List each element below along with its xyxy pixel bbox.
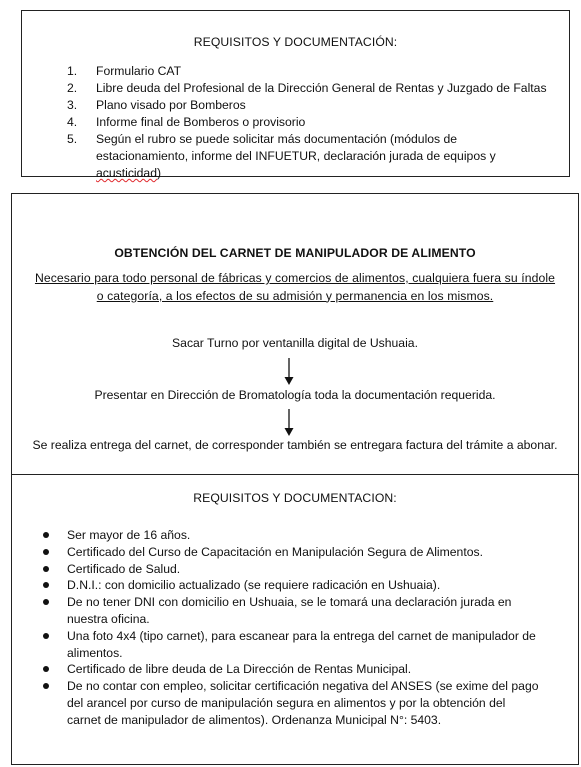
down-arrow-icon bbox=[282, 358, 296, 386]
list-item: Certificado de libre deuda de La Dirección de Rentas Municipal. bbox=[12, 661, 539, 678]
down-arrow-icon bbox=[282, 409, 296, 437]
list-item: 2. Libre deuda del Profesional de la Dirección General de Rentas y Juzgado de Faltas bbox=[67, 81, 547, 95]
carnet-process-box bbox=[11, 193, 579, 475]
list-item: Certificado del Curso de Capacitación en Manipulación Segura de Alimentos. bbox=[12, 544, 539, 561]
requirements-list bbox=[22, 63, 551, 182]
list-item: 5. Según el rubro se puede solicitar más documentación (módulos de estacionamiento, informe del INFUETUR, declaración jurada de equipos y acusticidad) bbox=[67, 132, 496, 180]
bullet-icon bbox=[43, 683, 49, 689]
list-item: 4. Informe final de Bomberos o provisorio bbox=[67, 115, 306, 129]
requirements-box-carnet bbox=[11, 474, 579, 765]
list-item: 3. Plano visado por Bomberos bbox=[67, 98, 246, 112]
step-2: Presentar en Dirección de Bromatología toda la documentación requerida. bbox=[94, 388, 496, 402]
step-3: Se realiza entrega del carnet, de corresponder también se entregara factura del trámite a abonar. bbox=[32, 438, 558, 452]
section-title: OBTENCIÓN DEL CARNET DE MANIPULADOR DE ALIMENTO bbox=[114, 246, 476, 260]
bullet-icon bbox=[43, 566, 49, 572]
bullet-icon bbox=[43, 666, 49, 672]
bullet-icon bbox=[43, 633, 49, 639]
list-item: D.N.I.: con domicilio actualizado (se requiere radicación en Ushuaia). bbox=[12, 577, 539, 594]
list-item: Certificado de Salud. bbox=[12, 561, 539, 578]
bullet-icon bbox=[43, 532, 49, 538]
section-subtitle: Necesario para todo personal de fábricas y comercios de alimentos, cualquiera fuera su índole o categoría, a los efectos de su admisión y permanencia en los mismos. bbox=[34, 271, 556, 303]
requirements-list bbox=[12, 527, 539, 729]
requirements-heading: REQUISITOS Y DOCUMENTACION: bbox=[193, 491, 397, 505]
bullet-icon bbox=[43, 582, 49, 588]
requirements-heading: REQUISITOS Y DOCUMENTACIÓN: bbox=[193, 35, 398, 49]
list-item: Una foto 4x4 (tipo carnet), para escanear para la entrega del carnet de manipulador de alimentos. bbox=[12, 628, 539, 662]
spellcheck-marked-word: acusticidad bbox=[96, 166, 157, 180]
bullet-icon bbox=[43, 599, 49, 605]
list-item: Ser mayor de 16 años. bbox=[12, 527, 539, 544]
list-item: 1. Formulario CAT bbox=[67, 64, 182, 78]
requirements-box-cat bbox=[21, 10, 570, 180]
list-item: De no contar con empleo, solicitar certificación negativa del ANSES (se exime del pago del arancel por curso de manipulación segura en alimentos y por la obtención del carnet de manipulador de alimentos). Ordenanza Municipal N°: 5403. bbox=[12, 678, 539, 728]
step-1: Sacar Turno por ventanilla digital de Ushuaia. bbox=[172, 336, 418, 350]
bullet-icon bbox=[43, 549, 49, 555]
list-item: De no tener DNI con domicilio en Ushuaia, se le tomará una declaración jurada en nuestra oficina. bbox=[12, 594, 539, 628]
